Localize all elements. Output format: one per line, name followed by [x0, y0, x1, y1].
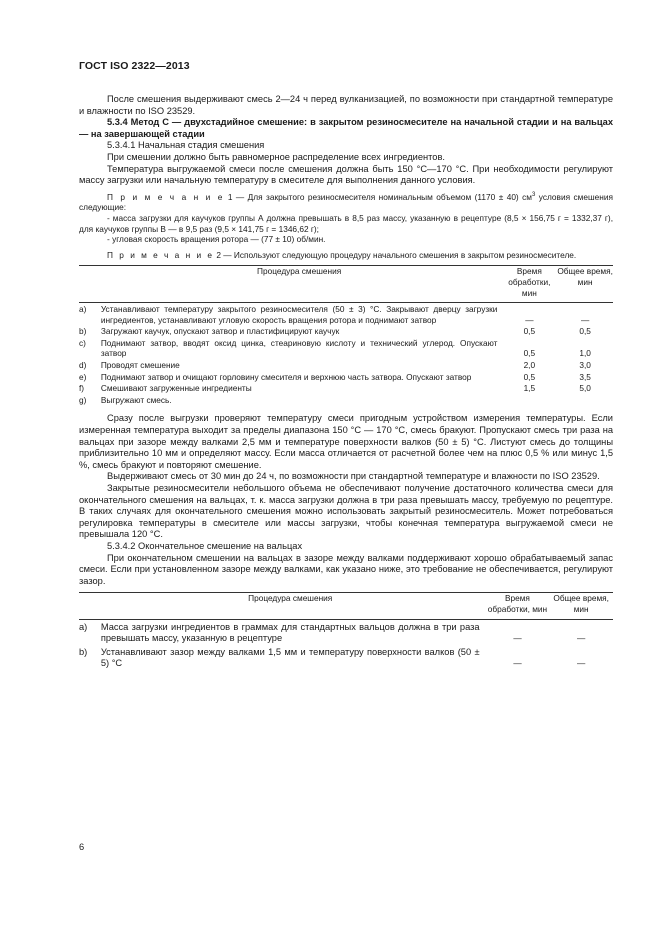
section-5-3-4-heading: 5.3.4 Метод С — двухстадийное смешение: в закрытом резиносмесителе на начальной стадии и на вальцах — на завершающей стадии [79, 117, 613, 139]
paragraph-final: При окончательном смешении на вальцах в зазоре между валками поддерживают хорошо обрабатываемый запас смеси. Если при установленном зазоре между валками, как указано ниже, это требование не обеспечивается, регулируют зазор. [79, 552, 613, 586]
section-5-3-4-2-heading: 5.3.4.2 Окончательное смешение на вальцах [107, 540, 303, 551]
table-row: b) Загружают каучук, опускают затвор и пластифицируют каучук 0,5 0,5 [79, 326, 591, 337]
header-total: Общее время, мин [557, 266, 613, 303]
header-time: Время обработки, мин [501, 266, 557, 303]
table-header-row [79, 593, 613, 619]
table-row: a) Масса загрузки ингредиентов в граммах для стандартных вальцов должна в три раза превышать массу, указанную в рецептуре — — [79, 619, 613, 645]
paragraph-intro: После смешения выдерживают смесь 2—24 ч перед вулканизацией, по возможности при стандартной температуре и влажности по ISO 23529. [79, 94, 613, 116]
paragraph-temperature: Температура выгружаемой смеси после смешения должна быть 150 °С—170 °С. При необходимости регулируют массу загрузки или начальную температуру в смесителе для выполнения данного условия. [79, 163, 613, 186]
document-header: ГОСТ ISO 2322—2013 [79, 60, 190, 72]
paragraph-uniform: При смешении должно быть равномерное распределение всех ингредиентов. [107, 151, 445, 162]
page-number: 6 [79, 842, 85, 852]
paragraph-small-mixers: Закрытые резиносмесители небольшого объема не обеспечивают получение достаточного количества смеси для окончательного смешения на вальцах, т. к. масса загрузки должна в три раза превышать массу, требуемую по рецептуре. В таких случаях для окончательного смешения можно использовать закрытый резиносмеситель. Может потребоваться регулировка температуры в смесителе или массы загрузки, чтобы конечная температура выгружаемой смеси не превышала 120 °С. [79, 483, 613, 540]
table-initial-mixing [79, 265, 613, 405]
table-header-row [79, 266, 613, 303]
note-1: П р и м е ч а н и е 1 — Для закрытого резиносмесителя номинальным объемом (1170 ± 40) $см^3$ условия смешения следующие: [79, 191, 613, 213]
section-5-3-4-1-heading: 5.3.4.1 Начальная стадия смешения [107, 140, 265, 151]
header-procedure: Процедура смешения [101, 266, 502, 303]
header-procedure: Процедура смешения [101, 593, 486, 619]
table-final-mixing [79, 592, 613, 670]
header-total: Общее время, мин [549, 593, 613, 619]
table-row: b) Устанавливают зазор между валками 1,5 мм и температуру поверхности валков (50 ± 5) °С — — [79, 646, 586, 669]
paragraph-hold: Выдерживают смесь от 30 мин до 24 ч, по возможности при стандартной температуре и влажности по ISO 23529. [107, 471, 600, 482]
table-row: g) Выгружают смесь. [79, 394, 172, 405]
note-1-item-2: - угловая скорость вращения ротора — (77 ± 10) об/мин. [107, 234, 326, 245]
table-row: a) Устанавливают температуру закрытого резиносмесителя (50 ± 3) °С. Закрывают дверцу загрузки ингредиентов, устанавливают угловую скорость вращения ротора и поднимают затвор — — [79, 303, 613, 326]
note-1-item-1: - масса загрузки для каучуков группы А должна превышать в 8,5 раз массу, указанную в рецептуре (8,5 × 156,75 г = 1332,37 г), для каучуков группы В — в 9,5 раз (9,5 × 141,75 г = 1346,62 г); [79, 212, 613, 234]
note-2: П р и м е ч а н и е 2 — Используют следующую процедуру начального смешения в закрытом резиносмесителе. [107, 249, 577, 260]
table-row: e) Поднимают затвор и очищают горловину смесителя и верхнюю часть затвора. Опускают затвор 0,5 3,5 [79, 371, 591, 382]
table-row: c) Поднимают затвор, вводят оксид цинка, стеариновую кислоту и технический углерод. Опускают затвор 0,5 1,0 [79, 337, 591, 359]
table-row: d) Проводят смешение 2,0 3,0 [79, 360, 591, 371]
table-row: f) Смешивают загруженные ингредиенты 1,5 5,0 [79, 383, 591, 394]
document-body [79, 94, 613, 670]
header-time: Время обработки, мин [486, 593, 550, 619]
paragraph-check: Сразу после выгрузки проверяют температуру смеси пригодным устройством измерения температуры. Если измеренная температура выходит за пределы диапазона 150 °С — 170 °С, смесь бракуют. Пропускают смесь три раза на вальцах при зазоре между валками 2,5 мм и температуре поверхности валков (50 ± 5) °С. Листуют смесь до толщины приблизительно 10 мм и определяют массу. Если масса отличается от расчетной более чем на плюс 0,5 % или минус 1,5 %, смесь бракуют и повторяют смешение. [79, 413, 613, 470]
